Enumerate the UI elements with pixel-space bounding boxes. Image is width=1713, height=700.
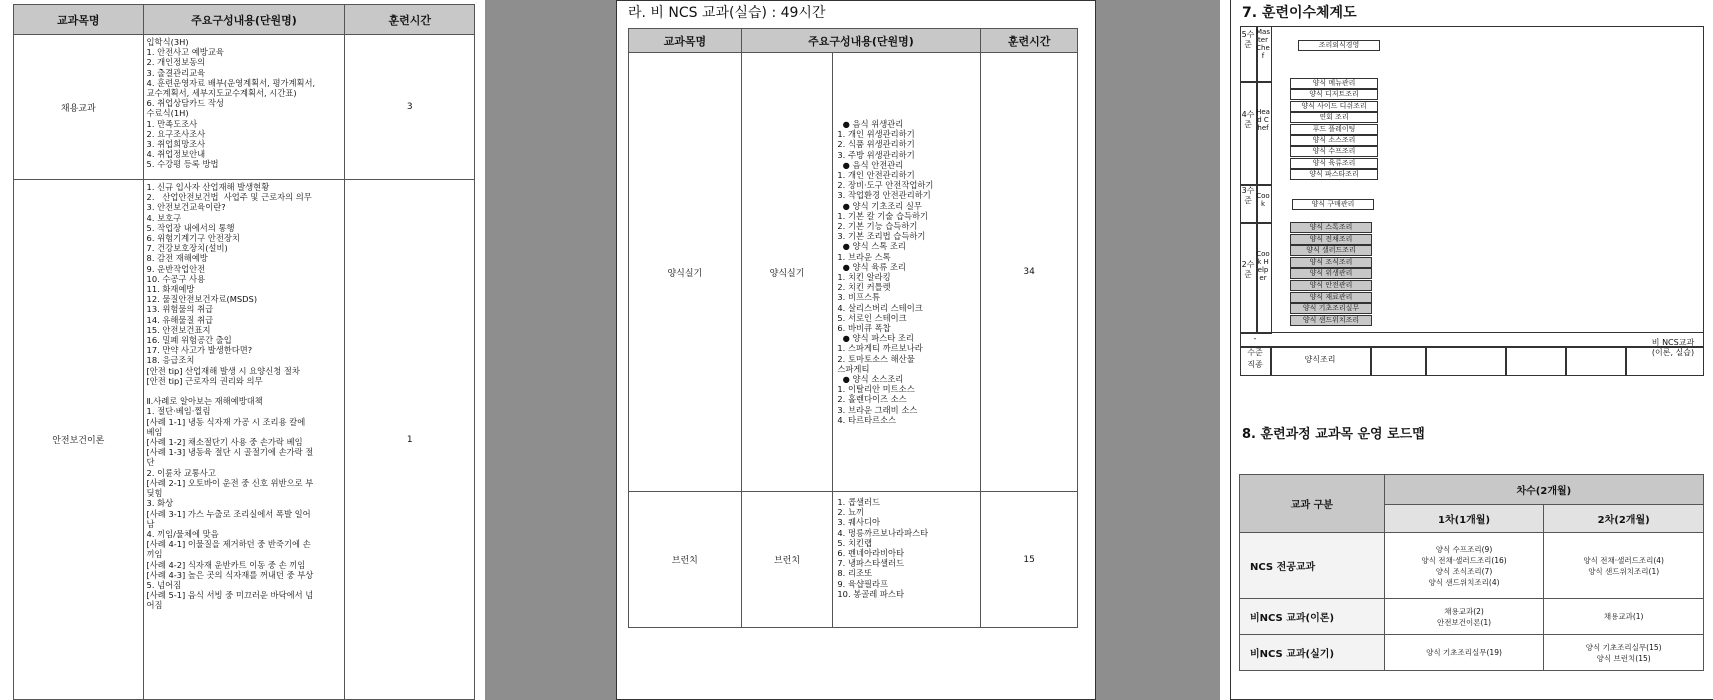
hours-value: 15 <box>981 492 1078 628</box>
text-line <box>147 386 342 396</box>
header-content: 주요구성내용(단원명) <box>741 29 981 53</box>
text-line: ● 음식 안전관리 <box>837 159 904 170</box>
level-4-label: 4수준 <box>1241 110 1255 129</box>
header-content: 주요구성내용(단원명) <box>143 5 345 35</box>
course-box: 양식 수프조리 <box>1290 146 1378 157</box>
text-line: 4. 멍릉까르보나라파스타 <box>837 527 929 538</box>
text-line: 4. 끼임/물체에 맞음 <box>146 528 219 539</box>
roadmap-title: 8. 훈련과정 교과목 운영 로드맵 <box>1242 427 1425 442</box>
text-line: 3. 브라운 그래비 소스 <box>837 404 918 415</box>
text-line: 1. 안전사고 예방교육 <box>146 47 224 58</box>
text-line: 베임 <box>146 426 163 437</box>
content-lines <box>147 37 342 170</box>
subject-name: 채용교과 <box>14 35 144 180</box>
text-line: 2. 산업안전보건법 사업주 및 근로자의 의무 <box>146 192 312 203</box>
text-line: 8. 감전 재해예방 <box>146 253 208 264</box>
text-line: 양식 샌드위치조리(4) <box>1428 577 1500 587</box>
text-line: 양식 전채·샐러드조리(16) <box>1421 555 1507 565</box>
text-line: ● 양식 파스타 조리 <box>837 333 914 344</box>
text-line: 5. 작업장 내에서의 통행 <box>146 222 235 233</box>
table-row <box>629 53 1078 492</box>
course-box: 연회 조리 <box>1290 112 1378 123</box>
text-line: 2. 뇨끼 <box>837 507 864 518</box>
text-line: 수료식(1H) <box>146 108 189 119</box>
text-line: 1. 개인 안전관리하기 <box>837 169 915 180</box>
text-line: 1. 개인 위생관리하기 <box>837 129 915 140</box>
curriculum-table-1 <box>13 4 475 700</box>
side-note: 비 NCS교과 (이론, 실습) <box>1651 338 1695 357</box>
text-line: [사례 1-3] 냉동육 절단 시 골절기에 손가락 절 <box>146 447 314 458</box>
text-line: 2. 치킨 커틀렛 <box>837 282 891 293</box>
course-box: 양식 소스조리 <box>1290 135 1378 146</box>
course-box: 양식 샐러드조리 <box>1290 245 1372 256</box>
course-box: 양식 위생관리 <box>1290 268 1372 279</box>
text-line: 2. 홀렌다이즈 소스 <box>837 394 907 405</box>
text-line: 양식 브런치(15) <box>1596 653 1651 663</box>
content-cell <box>143 35 345 180</box>
document-page-3 <box>1220 0 1713 700</box>
table-row <box>629 492 1078 628</box>
text-line: 5. 수강평 등록 방법 <box>146 159 219 170</box>
text-line: ● 양식 육류 조리 <box>837 261 906 272</box>
text-line: 14. 유해물질 취급 <box>146 314 214 325</box>
text-line: 양식 조식조리(7) <box>1435 566 1493 576</box>
course-box: 양식 파스타조리 <box>1290 169 1378 180</box>
text-line: [사례 2-1] 오토바이 운전 중 신호 위반으로 부 <box>146 477 314 488</box>
text-line: 6. 위험기계기구 안전장치 <box>146 233 240 244</box>
text-line: 7. 건강보호장치(설비) <box>146 243 228 254</box>
text-line: 3. 비프스튜 <box>837 292 881 303</box>
text-line: 13. 위험물의 취급 <box>146 304 214 315</box>
text-line: Ⅱ.사례로 알아보는 재해예방대책 <box>146 396 263 407</box>
roadmap-cell <box>1384 533 1544 599</box>
text-line: 양식 기초조리실무(19) <box>1426 648 1502 657</box>
text-line: 9. 육샵필라프 <box>837 578 889 589</box>
text-line: 1. 이탈리안 미트소스 <box>837 384 915 395</box>
text-line: 7. 냉파스타샐러드 <box>837 558 905 569</box>
section-title: 라. 비 NCS 교과(실습) : 49시간 <box>628 5 826 21</box>
text-line: 3. 주방 위생관리하기 <box>837 149 915 160</box>
text-line: 양식 기초조리실무(15) <box>1585 642 1662 652</box>
level-2-label: 2수준 <box>1241 260 1255 279</box>
roadmap-cell <box>1544 635 1704 671</box>
course-box: 양식 스톡조리 <box>1290 222 1372 233</box>
text-line: [사례 4-3] 높은 곳의 식자재를 꺼내던 중 부상 <box>146 569 314 580</box>
level-5-en: Master Chef <box>1256 28 1270 60</box>
text-line: [사례 1-2] 채소절단기 사용 중 손가락 베임 <box>146 437 303 448</box>
text-line: [안전 tip] 산업재해 발생 시 요양신청 절차 <box>146 365 300 376</box>
text-line: 단 <box>146 457 155 468</box>
course-box: 푸드 플레이팅 <box>1290 124 1378 135</box>
text-line: 15. 안전보건표지 <box>146 324 211 335</box>
roadmap-cell <box>1544 533 1704 599</box>
hours-value: 3 <box>345 35 475 180</box>
content-lines <box>147 182 342 611</box>
text-line: 3. 취업희망조사 <box>146 139 206 150</box>
content-lines <box>837 497 976 599</box>
text-line: 채용교과(1) <box>1603 612 1644 621</box>
text-line: 3. 화상 <box>146 498 174 509</box>
text-line: [사례 1-1] 냉동 식자재 가공 시 조리용 칼에 <box>146 416 306 427</box>
text-line: 3. 퀘사디아 <box>837 517 881 528</box>
course-box: 양식 안전관리 <box>1290 280 1372 291</box>
text-line: 1. 만족도조사 <box>146 118 198 129</box>
text-line: [사례 5-1] 음식 서빙 중 미끄러운 바닥에서 넘 <box>146 590 314 601</box>
dash-label: - <box>1253 334 1257 343</box>
document-page-2 <box>616 0 1096 700</box>
course-box: 양식 기초조리실무 <box>1290 303 1372 314</box>
text-line: ● 양식 소스조리 <box>837 374 904 385</box>
text-line: [사례 3-1] 가스 누출로 조리실에서 폭발 일어 <box>146 508 311 519</box>
text-line: ● 음식 위생관리 <box>837 118 904 129</box>
roadmap-row <box>1240 599 1704 635</box>
hours-value: 34 <box>981 53 1078 492</box>
text-line: 9. 운반작업안전 <box>146 263 206 274</box>
text-line: 12. 물질안전보건자료(MSDS) <box>146 294 258 305</box>
subject-name: 브런치 <box>629 492 742 628</box>
subject-name: 양식실기 <box>629 53 742 492</box>
bottom-axis-label: 수준 직종 <box>1247 348 1263 369</box>
text-line: 6. 취업상담카드 작성 <box>146 98 224 109</box>
text-line: 1. 스파게티 까르보나라 <box>837 343 923 354</box>
text-line: 2. 요구조사조사 <box>146 128 206 139</box>
unit-name: 브런치 <box>741 492 833 628</box>
hours-value: 1 <box>345 180 475 700</box>
course-box: 양식 조식조리 <box>1290 257 1372 268</box>
level-4-en: Head Chef <box>1256 108 1270 132</box>
text-line: 8. 리조또 <box>837 568 873 579</box>
text-line: 5. 넘어짐 <box>146 579 182 590</box>
text-line: 2. 장비·도구 안전작업하기 <box>837 180 934 191</box>
text-line: 딪힘 <box>146 488 163 499</box>
subject-name: 안전보건이론 <box>14 180 144 700</box>
level-2-en: Cook Helper <box>1256 250 1270 282</box>
text-line: 1. 절단·베임·찔림 <box>146 406 211 417</box>
level-3-label: 3수준 <box>1241 186 1255 205</box>
text-line: 1. 콥샐러드 <box>837 497 881 507</box>
course-box: 양식 샌드위치조리 <box>1290 315 1372 326</box>
roadmap-row-name: 비NCS 교과(이론) <box>1240 599 1385 635</box>
text-line: 16. 밀폐 위험공간 출입 <box>146 335 232 346</box>
roadmap-row-name: NCS 전공교과 <box>1240 533 1385 599</box>
text-line: 10. 봉골레 파스타 <box>837 588 904 599</box>
text-line: 양식 전채·샐러드조리(4) <box>1583 555 1664 565</box>
content-cell <box>143 180 345 700</box>
table-row <box>14 35 475 180</box>
text-line: 11. 화재예방 <box>146 284 195 295</box>
text-line: 2. 토마토소스 해산물 <box>837 353 915 364</box>
course-box: 양식 구매관리 <box>1292 199 1374 210</box>
text-line: 18. 응급조치 <box>146 355 195 366</box>
text-line: 3. 안전보건교육이란? <box>146 202 226 213</box>
roadmap-cell <box>1384 635 1544 671</box>
header-hours: 훈련시간 <box>345 5 475 35</box>
text-line: 3. 기본 조리법 습득하기 <box>837 231 926 242</box>
course-box: 양식 사이드 디쉬조리 <box>1290 101 1378 112</box>
header-hours: 훈련시간 <box>981 29 1078 53</box>
level-3-en: Cook <box>1256 192 1270 208</box>
text-line: 5. 서로인 스테이크 <box>837 312 907 323</box>
text-line: 2. 이륜차 교통사고 <box>146 467 216 478</box>
curriculum-table-2 <box>628 28 1078 628</box>
roadmap-cell <box>1544 599 1704 635</box>
unit-name: 양식실기 <box>741 53 833 492</box>
course-box: 양식 디저트조리 <box>1290 89 1378 100</box>
text-line: 양식 수프조리(9) <box>1435 544 1493 554</box>
text-line: ● 양식 스톡 조리 <box>837 241 906 252</box>
text-line: 4. 취업정보안내 <box>146 149 206 160</box>
course-box: 양식 재료관리 <box>1290 292 1372 303</box>
text-line: 2. 기본 기능 습득하기 <box>837 220 918 231</box>
roadmap-header-col2: 2차(2개월) <box>1544 505 1704 533</box>
text-line: 4. 보호구 <box>146 212 182 223</box>
course-box: 조리외식경영 <box>1298 40 1380 51</box>
roadmap-table <box>1239 474 1704 671</box>
text-line: 1. 기본 칼 기술 습득하기 <box>837 210 929 221</box>
table-row <box>14 180 475 700</box>
text-line: 1. 신규 입사자 산업재해 발생현황 <box>146 182 270 192</box>
roadmap-row-name: 비NCS 교과(실기) <box>1240 635 1385 671</box>
level-5-label: 5수준 <box>1241 30 1255 49</box>
text-line: 4. 훈련운영자료 배부(운영계획서, 평가계획서, <box>146 77 316 88</box>
text-line: 4. 살리스버리 스테이크 <box>837 302 923 313</box>
text-line: 2. 개인정보동의 <box>146 57 206 68</box>
job-label: 양식조리 <box>1304 355 1336 364</box>
text-line: 양식 샌드위치조리(1) <box>1588 566 1660 576</box>
text-line: 10. 수공구 사용 <box>146 273 206 284</box>
text-line: [사례 4-1] 이물질을 제거하던 중 반죽기에 손 <box>146 539 311 550</box>
roadmap-row <box>1240 635 1704 671</box>
roadmap-header-col1: 1차(1개월) <box>1384 505 1544 533</box>
roadmap-header-group: 교과 구분 <box>1240 475 1385 533</box>
content-cell <box>833 53 981 492</box>
document-page-1 <box>0 0 485 700</box>
text-line: 입학식(3H) <box>146 37 189 47</box>
text-line: [사례 4-2] 식자재 운반카트 이동 중 손 끼임 <box>146 559 306 570</box>
text-line: 채용교과(2) <box>1444 606 1484 616</box>
text-line: 4. 타르타르소스 <box>837 414 897 425</box>
section-title: 7. 훈련이수체계도 <box>1242 5 1357 21</box>
roadmap-cell <box>1384 599 1544 635</box>
text-line: 남 <box>146 518 155 529</box>
text-line: 3. 작업환경 안전관리하기 <box>837 190 931 201</box>
text-line: 1. 브라운 스톡 <box>837 251 891 262</box>
text-line: 6. 바비큐 폭찹 <box>837 323 891 334</box>
text-line: [안전 tip] 근로자의 권리와 의무 <box>146 375 263 386</box>
text-line: 스파게티 <box>837 363 870 374</box>
roadmap-row <box>1240 533 1704 599</box>
text-line: 안전보건이론(1) <box>1436 617 1492 627</box>
text-line: 6. 펜네아라비아타 <box>837 548 905 559</box>
course-box: 양식 육류조리 <box>1290 158 1378 169</box>
text-line: 1. 치킨 알라킹 <box>837 272 891 282</box>
content-cell <box>833 492 981 628</box>
text-line: 3. 출결관리교육 <box>146 67 206 78</box>
text-line: ● 양식 기초조리 실무 <box>837 200 922 211</box>
header-subject: 교과목명 <box>629 29 742 53</box>
content-lines <box>837 119 976 425</box>
text-line: 교수계획서, 세부지도교수계획서, 시간표) <box>146 88 297 99</box>
text-line: 2. 식품 위생관리하기 <box>837 139 915 150</box>
roadmap-header-main: 차수(2개월) <box>1384 475 1703 505</box>
text-line: 5. 치킨랩 <box>837 537 873 548</box>
text-line: 17. 만약 사고가 발생한다면? <box>146 345 253 356</box>
course-box: 양식 전채조리 <box>1290 234 1372 245</box>
course-box: 양식 메뉴관리 <box>1290 78 1378 89</box>
text-line: 어짐 <box>146 600 163 611</box>
header-subject: 교과목명 <box>14 5 144 35</box>
text-line: 끼임 <box>146 549 163 560</box>
